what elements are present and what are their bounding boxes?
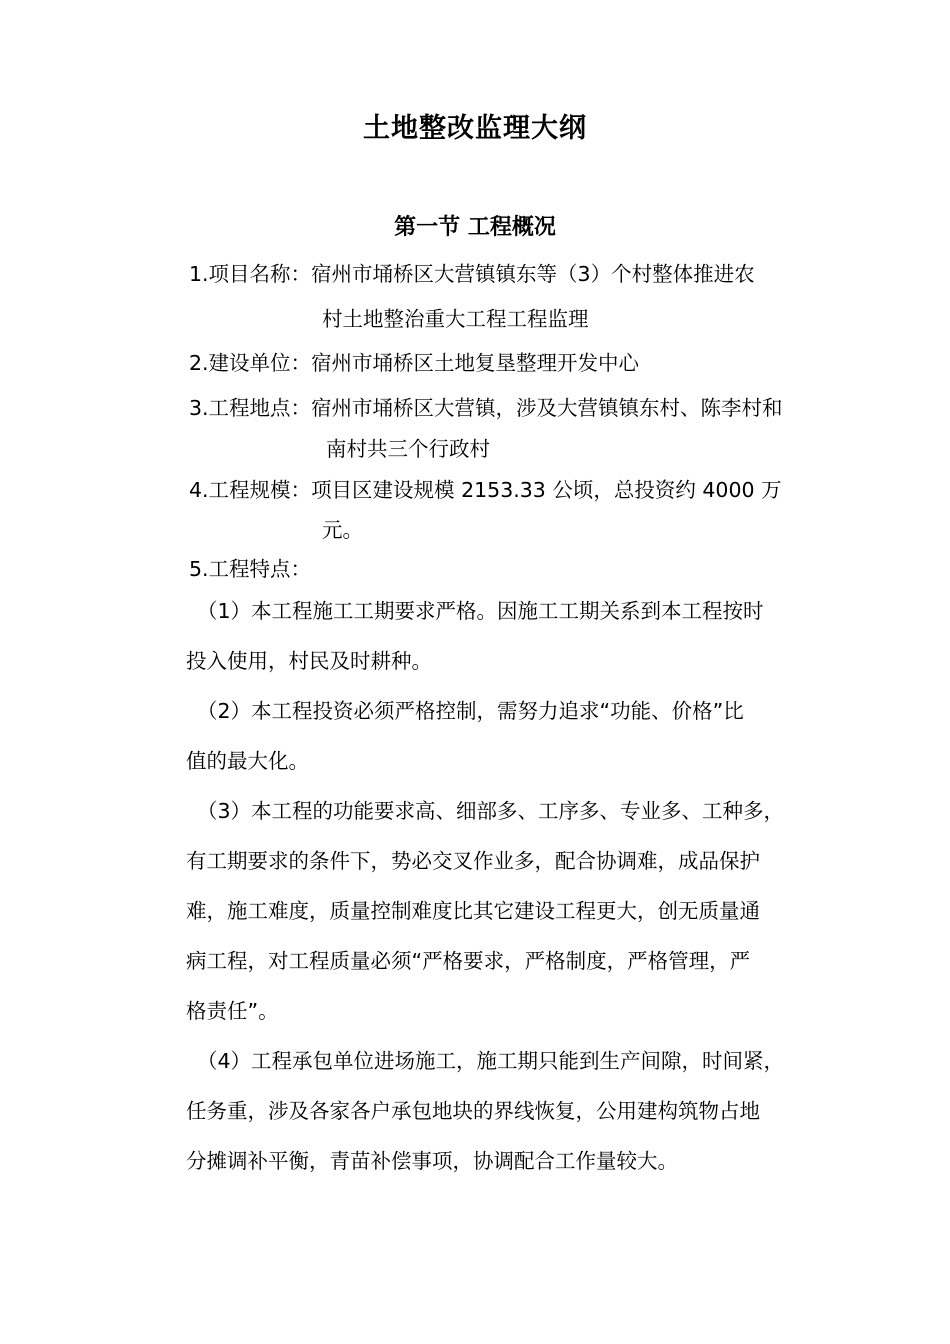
feature-paragraph-4-line-3: 分摊调补平衡，青苗补偿事项，协调配合工作量较大。	[186, 1149, 678, 1173]
feature-paragraph-2-line-2: 值的最大化。	[186, 749, 309, 773]
item-label: 4.工程规模：	[189, 478, 312, 502]
feature-paragraph-3-line-3: 难，施工难度，质量控制难度比其它建设工程更大，创无质量通	[186, 899, 760, 923]
item-project-name	[189, 260, 755, 288]
feature-paragraph-1-line-1: （1）本工程施工工期要求严格。因施工工期关系到本工程按时	[197, 599, 764, 623]
item-label: 5.工程特点：	[189, 557, 312, 581]
item-construction-unit	[189, 349, 639, 377]
item-scale	[189, 476, 782, 504]
item-label: 1.项目名称：	[189, 262, 312, 286]
item-features	[189, 555, 311, 583]
item-text: 项目区建设规模 2153.33 公顷，总投资约 4000 万	[311, 478, 782, 502]
document-title: 土地整改监理大纲	[363, 113, 587, 144]
feature-paragraph-3-line-1: （3）本工程的功能要求高、细部多、工序多、专业多、工种多，	[197, 799, 785, 823]
section-heading: 第一节 工程概况	[394, 215, 556, 240]
item-continuation: 元。	[322, 518, 363, 542]
feature-paragraph-4-line-1: （4）工程承包单位进场施工，施工期只能到生产间隙，时间紧，	[197, 1049, 785, 1073]
item-continuation: 南村共三个行政村	[326, 437, 490, 461]
item-label: 2.建设单位：	[189, 351, 312, 375]
feature-paragraph-4-line-2: 任务重，涉及各家各户承包地块的界线恢复，公用建构筑物占地	[186, 1099, 760, 1123]
item-label: 3.工程地点：	[189, 396, 312, 420]
item-text: 宿州市埇桥区土地复垦整理开发中心	[311, 351, 640, 375]
item-text: 宿州市埇桥区大营镇，涉及大营镇镇东村、陈李村和	[311, 396, 783, 420]
item-continuation: 村土地整治重大工程工程监理	[322, 307, 589, 331]
feature-paragraph-1-line-2: 投入使用，村民及时耕种。	[186, 649, 432, 673]
feature-paragraph-3-line-2: 有工期要求的条件下，势必交叉作业多，配合协调难，成品保护	[186, 849, 760, 873]
feature-paragraph-3-line-5: 格责任”。	[186, 999, 279, 1023]
feature-paragraph-2-line-1: （2）本工程投资必须严格控制，需努力追求“功能、价格”比	[197, 699, 744, 723]
item-location	[189, 394, 783, 422]
item-text: 宿州市埇桥区大营镇镇东等（3）个村整体推进农	[311, 262, 755, 286]
feature-paragraph-3-line-4: 病工程，对工程质量必须“严格要求，严格制度，严格管理，严	[186, 949, 751, 973]
